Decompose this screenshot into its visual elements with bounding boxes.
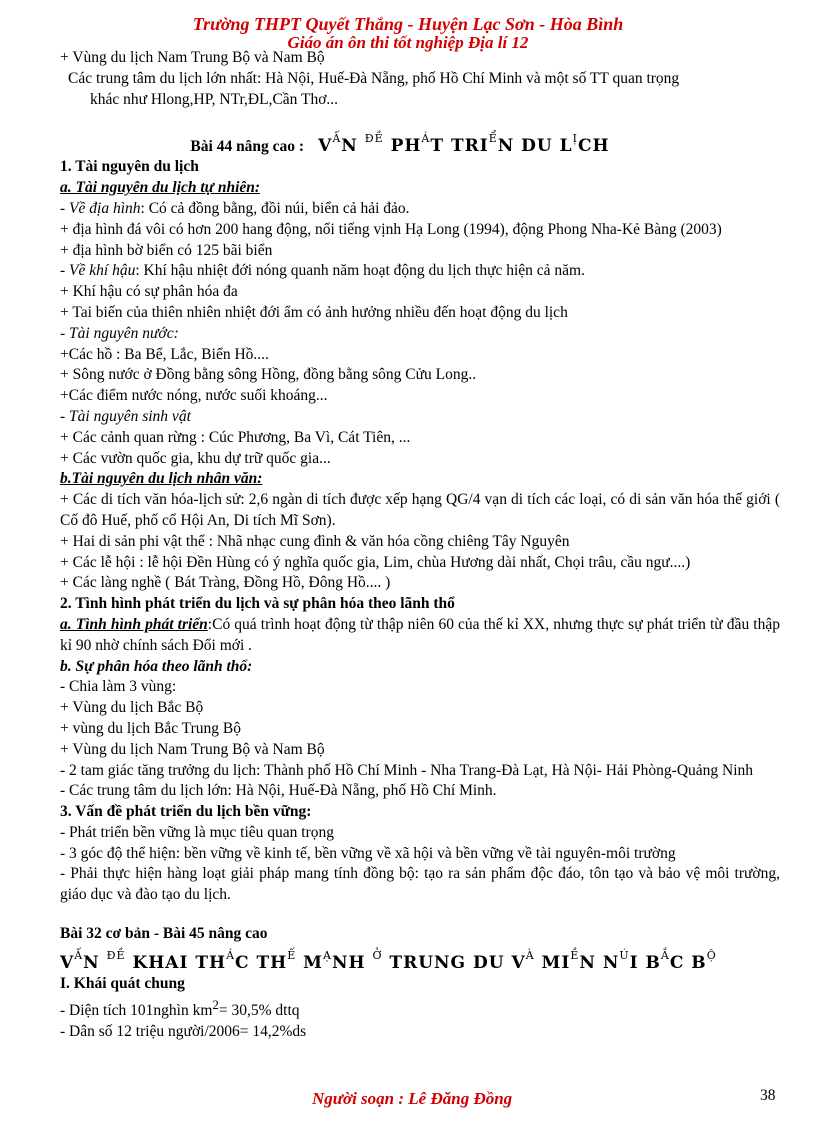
section-3-title: 3. Vấn đề phát triển du lịch bền vững:: [60, 803, 312, 821]
section-1b-title: b.Tài nguyên du lịch nhân văn:: [60, 470, 263, 488]
page-number: 38: [760, 1087, 776, 1104]
climate-bullet-2: + Tai biến của thiên nhiên nhiệt đới ẩm có ảnh hưởng nhiều đến hoạt động du lịch: [60, 303, 568, 321]
region-centers: - Các trung tâm du lịch lớn: Hà Nội, Huế-Đà Nẵng, phố Hồ Chí Minh.: [60, 782, 497, 800]
lesson44-label: Bài 44 nâng cao :: [190, 137, 305, 155]
section-2a: a. Tình hình phát triển:Có quá trình hoạt động từ thập niên 60 của thế kỉ XX, nhưng thực sự phát triển từ đầu thập kỉ 90 nhờ chính sách Đổi mới .: [60, 615, 780, 654]
water-bullet-1: +Các hồ : Ba Bể, Lắc, Biển Hồ....: [60, 345, 269, 363]
header-subject: Giáo án ôn thi tốt nghiệp Địa lí 12: [287, 33, 529, 52]
intro-centers-line-cont: khác như Hlong,HP, NTr,ĐL,Cần Thơ...: [90, 90, 339, 108]
section-3-bullet-1: - Phát triển bền vững là mục tiêu quan trọng: [60, 823, 334, 841]
humanity-bullet-3: + Các lễ hội : lễ hội Đền Hùng có ý nghĩa quốc gia, Lim, chùa Hương dài nhất, Chọi trâu, cầu ngư....): [60, 553, 691, 571]
bio-bullet-2: + Các vườn quốc gia, khu dự trữ quốc gia...: [60, 449, 331, 467]
lesson45-label: Bài 32 cơ bản - Bài 45 nâng cao: [60, 925, 268, 943]
terrain-line: - Về địa hình: Có cả đồng bằng, đồi núi, biển cả hải đảo.: [60, 199, 410, 217]
bio-bullet-1: + Các cảnh quan rừng : Cúc Phương, Ba Vì, Cát Tiên, ...: [60, 428, 411, 446]
lesson45-title: $V^ẤN$ $^{ĐỀ}$ KHAI $TH^ÁC$ $TH^Ế$ $M^ẠNH$ $^Ở$ TRUNG DU $V^À$ $MI^ỀN$ $N^ÚI$ $B^ẮC$ $B^Ộ$: [60, 948, 717, 973]
section-3-bullet-3: - Phải thực hiện hàng loạt giải pháp mang tính đồng bộ: tạo ra sản phẩm độc đáo, tôn tạo và bảo vệ môi trường, giáo dục và đào tạo du lịch.: [60, 865, 780, 904]
region-triangles: - 2 tam giác tăng trưởng du lịch: Thành phố Hồ Chí Minh - Nha Trang-Đà Lạt, Hà Nội- Hải Phòng-Quảng Ninh: [60, 761, 754, 779]
section-1a-title: a. Tài nguyên du lịch tự nhiên:: [60, 179, 261, 197]
water-label: - Tài nguyên nước:: [60, 324, 179, 342]
water-bullet-2: + Sông nước ở Đồng bằng sông Hồng, đồng bằng sông Cửu Long..: [60, 366, 477, 384]
author-credit: Người soạn : Lê Đăng Đồng: [312, 1089, 513, 1108]
climate-line: - Về khí hậu: Khí hậu nhiệt đới nóng quanh năm hoạt động du lịch thực hiện cả năm.: [60, 262, 585, 280]
terrain-bullet-2: + địa hình bờ biển có 125 bãi biển: [60, 241, 273, 259]
area-line: - Diện tích 101nghìn $km^2= 30,5\%$ dttq: [60, 996, 300, 1019]
water-bullet-3: +Các điểm nước nóng, nước suối khoáng...: [60, 387, 328, 405]
region-bullet-2: + vùng du lịch Bắc Trung Bộ: [60, 719, 241, 737]
section-1-title: 1. Tài nguyên du lịch: [60, 158, 199, 176]
header-school: Trường THPT Quyết Thắng - Huyện Lạc Sơn - Hòa Bình: [192, 14, 624, 34]
humanity-bullet-2: + Hai di sản phi vật thể : Nhã nhạc cung đình & văn hóa cồng chiêng Tây Nguyên: [60, 532, 570, 550]
section-2b-title: b. Sự phân hóa theo lãnh thổ:: [60, 657, 253, 675]
humanity-bullet-1: + Các di tích văn hóa-lịch sử: 2,6 ngàn di tích được xếp hạng QG/4 vạn di tích các loại, có di sản văn hóa thế giới ( Cố đô Huế, phố cổ Hội An, Di tích Mĩ Sơn).: [60, 491, 780, 529]
bio-label: - Tài nguyên sinh vật: [60, 407, 191, 425]
intro-centers-line: Các trung tâm du lịch lớn nhất: Hà Nội, Huế-Đà Nẵng, phố Hồ Chí Minh và một số TT quan trọng: [68, 69, 680, 87]
lesson45-section-1-title: I. Khái quát chung: [60, 974, 185, 992]
terrain-bullet-1: + địa hình đá vôi có hơn 200 hang động, nổi tiếng vịnh Hạ Long (1994), động Phong Nha-Kẻ Bàng (2003): [60, 220, 722, 238]
region-bullet-1: + Vùng du lịch Bắc Bộ: [60, 699, 204, 717]
region-bullet-3: + Vùng du lịch Nam Trung Bộ và Nam Bộ: [60, 740, 325, 758]
population-line: - Dân số 12 triệu người/2006= 14,2%ds: [60, 1022, 307, 1040]
intro-region-line: + Vùng du lịch Nam Trung Bộ và Nam Bộ: [60, 49, 325, 66]
section-2-title: 2. Tình hình phát triển du lịch và sự phân hóa theo lãnh thổ: [60, 595, 455, 613]
lesson44-heading: [60, 128, 780, 157]
document-body: [60, 48, 780, 1042]
lesson44-title: $V^ẤN$ $^{ĐỀ}$ $PH^ÁT$ $TRI^ỂN$ DU $L^ỊCH$: [318, 132, 610, 157]
region-intro: - Chia làm 3 vùng:: [60, 678, 177, 696]
humanity-bullet-4: + Các làng nghề ( Bát Tràng, Đồng Hồ, Đông Hồ.... ): [60, 574, 391, 592]
section-3-bullet-2: - 3 góc độ thể hiện: bền vững về kinh tế, bền vững về xã hội và bền vững về tài nguyên-môi trường: [60, 844, 676, 862]
climate-bullet-1: + Khí hậu có sự phân hóa đa: [60, 283, 238, 301]
